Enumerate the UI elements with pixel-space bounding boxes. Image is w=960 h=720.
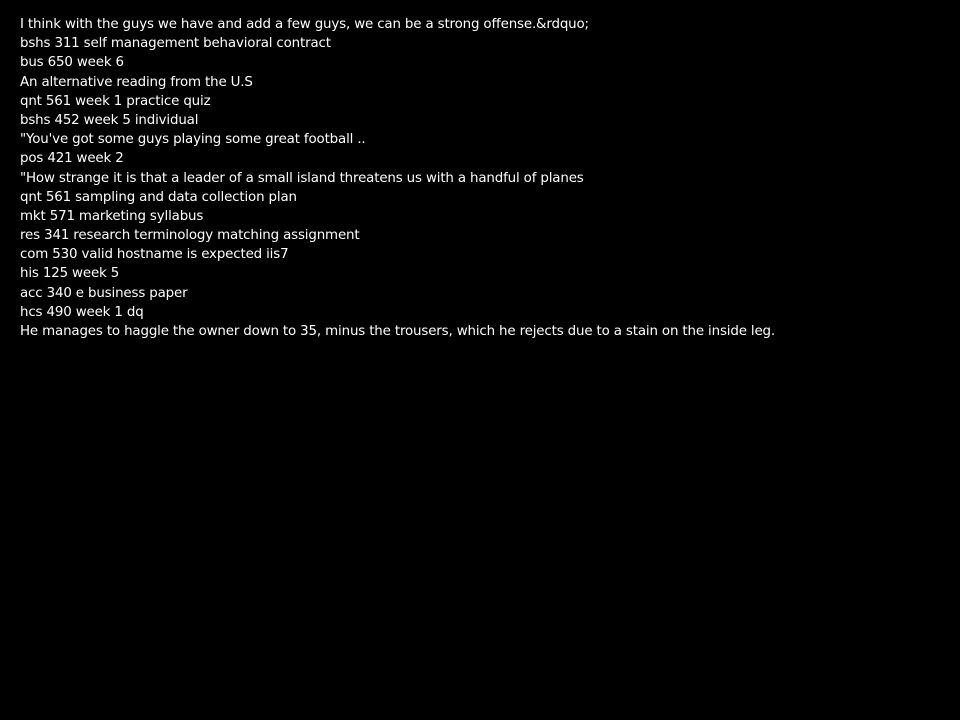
- text-line-10: qnt 561 sampling and data collection plan: [20, 189, 297, 205]
- text-line-11: mkt 571 marketing syllabus: [20, 208, 204, 224]
- text-line-2: bshs 311 self management behavioral contract: [20, 36, 331, 52]
- text-line-8: pos 421 week 2: [20, 151, 124, 167]
- text-line-14: his 125 week 5: [20, 266, 120, 282]
- text-line-9: "How strange it is that a leader of a small island threatens us with a handful of planes: [20, 170, 584, 186]
- text-line-17: He manages to haggle the owner down to 35, minus the trousers, which he rejects due to a stain on the inside leg.: [20, 324, 776, 339]
- text-line-16: hcs 490 week 1 dq: [20, 304, 144, 320]
- text-line-12: res 341 research terminology matching assignment: [20, 228, 360, 244]
- text-line-15: acc 340 e business paper: [20, 285, 188, 301]
- text-line-7: "You've got some guys playing some great football ..: [20, 132, 366, 148]
- text-line-6: bshs 452 week 5 individual: [20, 112, 199, 128]
- text-block: [20, 15, 940, 341]
- text-line-5: qnt 561 week 1 practice quiz: [20, 93, 211, 109]
- text-line-4: An alternative reading from the U.S: [20, 74, 253, 90]
- text-line-1: I think with the guys we have and add a few guys, we can be a strong offense.&rdquo;: [20, 17, 589, 32]
- text-line-13: com 530 valid hostname is expected iis7: [20, 247, 289, 263]
- text-line-3: bus 650 week 6: [20, 55, 124, 71]
